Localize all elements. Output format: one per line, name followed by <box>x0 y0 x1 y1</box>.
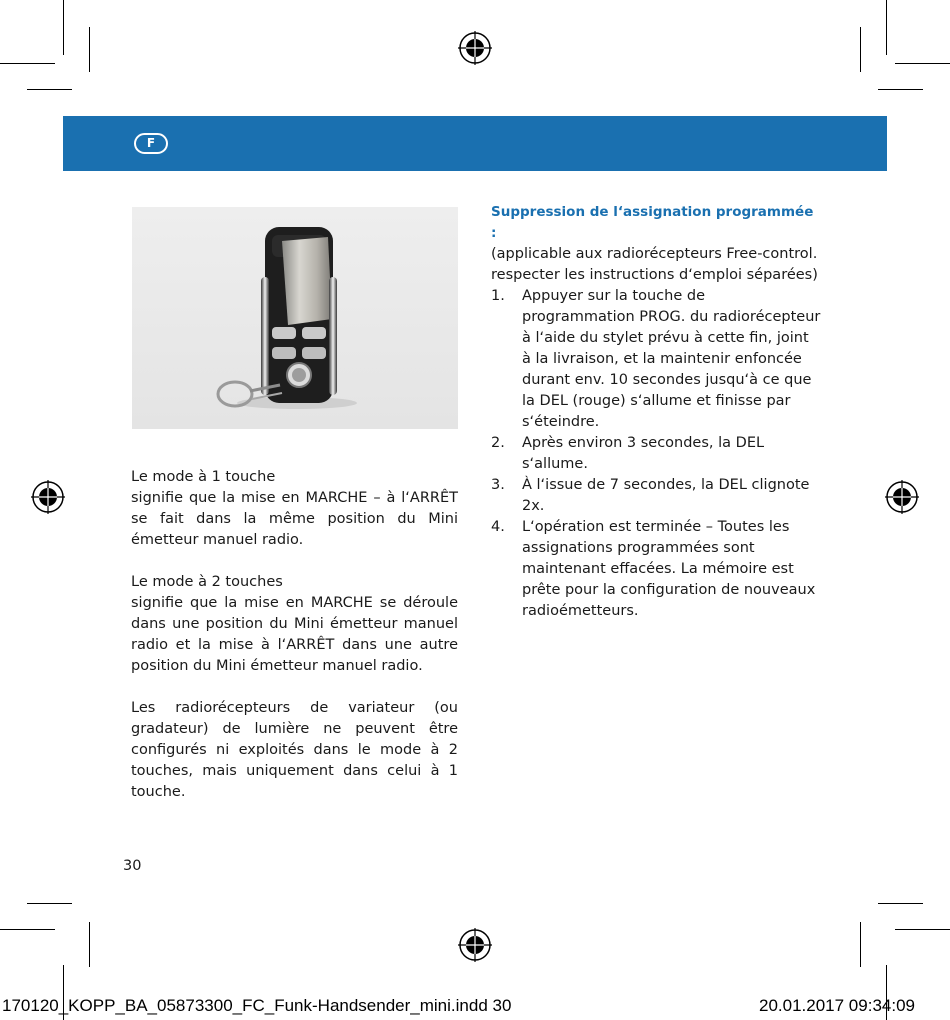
registration-mark-icon <box>885 480 919 514</box>
print-slug-file: 170120_KOPP_BA_05873300_FC_Funk-Handsender_mini.indd 30 <box>2 996 512 1015</box>
registration-mark-icon <box>458 928 492 962</box>
crop-mark <box>27 89 72 90</box>
paragraph-lead: Le mode à 2 touches <box>131 574 283 590</box>
page-number: 30 <box>123 858 142 874</box>
section-heading: Suppression de l‘assignation programmée : <box>491 204 814 241</box>
paragraph-dimmer-note <box>131 698 458 803</box>
registration-mark-icon <box>458 31 492 65</box>
right-column <box>491 202 821 622</box>
step-number: 3. <box>491 477 505 493</box>
crop-mark <box>89 922 90 967</box>
list-item <box>491 517 821 622</box>
steps-list <box>491 286 821 622</box>
crop-mark <box>895 929 950 930</box>
paragraph-text: signifie que la mise en MARCHE se déroule dans une position du Mini émetteur manuel radio et la mise à l‘ARRÊT dans une autre position du Mini émetteur manuel radio. <box>131 595 458 674</box>
step-text: À l‘issue de 7 secondes, la DEL clignote 2x. <box>522 477 810 514</box>
step-text: Appuyer sur la touche de programmation PROG. du radiorécepteur à l‘aide du stylet prévu à cette fin, joint à la livraison, et la maintenir enfoncée durant env. 10 secondes jusqu‘à ce que la DEL (rouge) s‘allume et finisse par s‘éteindre. <box>522 288 821 430</box>
list-item <box>491 475 821 517</box>
header-banner <box>63 116 887 171</box>
crop-mark <box>860 27 861 72</box>
remote-control-illustration <box>132 207 458 429</box>
crop-mark <box>886 0 887 55</box>
step-text: Après environ 3 secondes, la DEL s‘allume. <box>522 435 765 472</box>
print-slug-date: 20.01.2017 09:34:09 <box>759 996 915 1015</box>
paragraph-text: signifie que la mise en MARCHE – à l‘ARRÊT se fait dans la même position du Mini émetteur manuel radio. <box>131 490 458 548</box>
crop-mark <box>63 0 64 55</box>
crop-mark <box>878 903 923 904</box>
paragraph-lead: Le mode à 1 touche <box>131 469 276 485</box>
crop-mark <box>0 929 55 930</box>
step-number: 1. <box>491 288 505 304</box>
list-item <box>491 433 821 475</box>
left-column <box>131 467 458 824</box>
section-intro: (applicable aux radiorécepteurs Free-control. respecter les instructions d‘emploi séparées) <box>491 246 818 283</box>
crop-mark <box>860 922 861 967</box>
crop-mark <box>27 903 72 904</box>
crop-mark <box>89 27 90 72</box>
list-item <box>491 286 821 433</box>
step-number: 4. <box>491 519 505 535</box>
product-photo <box>132 207 458 429</box>
paragraph-text: Les radiorécepteurs de variateur (ou gradateur) de lumière ne peuvent être configurés ni exploités dans le mode à 2 touches, mais uniquement dans celui à 1 touche. <box>131 700 458 800</box>
paragraph-mode-2 <box>131 572 458 677</box>
step-text: L‘opération est terminée – Toutes les assignations programmées sont maintenant effacées. La mémoire est prête pour la configuration de nouveaux radioémetteurs. <box>522 519 816 619</box>
language-badge: F <box>134 133 168 154</box>
crop-mark <box>0 63 55 64</box>
step-number: 2. <box>491 435 505 451</box>
paragraph-mode-1 <box>131 467 458 551</box>
crop-mark <box>895 63 950 64</box>
crop-mark <box>878 89 923 90</box>
registration-mark-icon <box>31 480 65 514</box>
